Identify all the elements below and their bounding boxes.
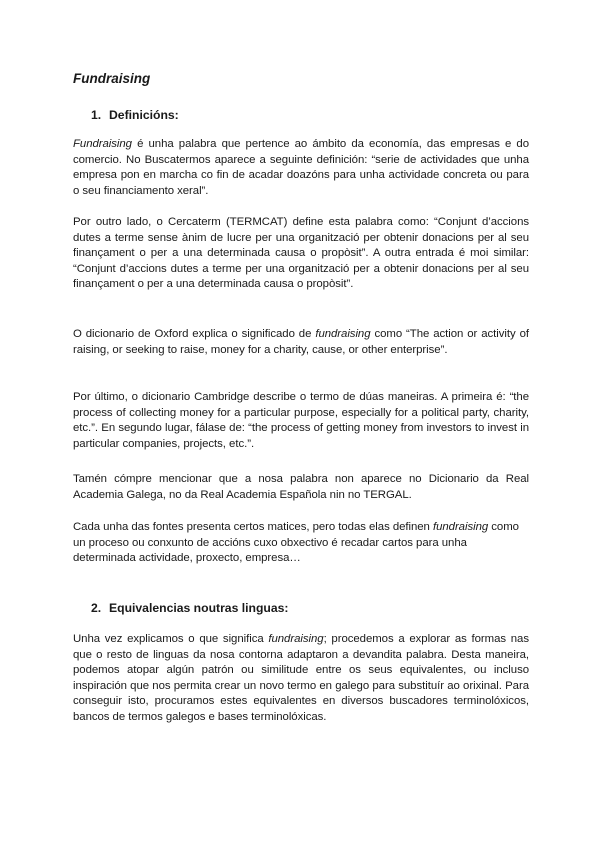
paragraph-cercaterm-definition: Por outro lado, o Cercaterm (TERMCAT) define esta palabra como: “Conjunt d’accions dutes a terme sense ànim de lucre per una organització per obtenir donacions per al seu finançament o per a una determinada causa o propòsit”. A outra entrada é moi similar: “Conjunt d’accions dutes a terme per una organització per a obtenir donacions per al seu finançament o per a una determinada causa o propòsit”.	[73, 216, 529, 291]
section-heading-definitions	[91, 107, 179, 123]
term-emphasis: fundraising	[315, 328, 371, 340]
paragraph-absent-dictionaries: Tamén cómpre mencionar que a nosa palabra non aparece no Dicionario da Real Academia Galega, no da Real Academia Española nin no TERGAL.	[73, 473, 529, 501]
term-emphasis: fundraising	[268, 633, 324, 645]
paragraph-definitions-summary	[73, 520, 529, 567]
paragraph-text: ; procedemos a explorar as formas nas que o resto de linguas da nosa contorna adaptaron a devandita palabra. Desta maneira, podemos atopar algún patrón ou similitude entre os seus equivalentes, ou incluso inspiración que nos permita crear un novo termo en galego para substituír ao orixinal. Para conseguir isto, procuramos estes equivalentes en diversos buscadores terminolóxicos, bancos de termos galegos e bases terminolóxicas.	[73, 633, 529, 723]
paragraph-text: O dicionario de Oxford explica o significado de	[73, 328, 316, 340]
paragraph-cambridge-definition: Por último, o dicionario Cambridge describe o termo de dúas maneiras. A primeira é: “the process of collecting money for a particular purpose, especially for a political party, charity, etc.”. En segundo lugar, fálase de: “the process of getting money from investors to invest in particular companies, projects, etc.”.	[73, 391, 529, 450]
term-emphasis: fundraising	[432, 521, 489, 533]
paragraph-text: é unha palabra que pertence ao ámbito da economía, das empresas e do comercio. No Buscatermos aparece a seguinte definición: “serie de actividades que unha empresa pon en marcha co fin de acadar doazóns para unha actividade concreta ou para o seu financiamento xeral”.	[73, 138, 529, 197]
paragraph-equivalences-intro	[73, 632, 529, 726]
section-heading-equivalences	[91, 600, 288, 616]
section-title: Equivalencias noutras linguas:	[109, 601, 289, 615]
paragraph-text: como “The action or activity of raising, or seeking to raise, money for a charity, cause, or other enterprise”.	[73, 328, 530, 356]
paragraph-oxford-definition	[73, 327, 529, 358]
section-title: Definicións:	[109, 108, 179, 122]
paragraph-text: Unha vez explicamos o que significa	[73, 633, 269, 645]
section-number: 1.	[91, 108, 102, 122]
document-title: Fundraising	[73, 71, 151, 86]
section-number: 2.	[91, 601, 102, 615]
paragraph-text: como un proceso ou conxunto de accións cuxo obxectivo é recadar cartos para unha determinada actividade, proxecto, empresa…	[73, 521, 519, 565]
paragraph-text: Cada unha das fontes presenta certos matices, pero todas elas definen	[73, 521, 433, 533]
term-emphasis: Fundraising	[73, 138, 132, 150]
paragraph-buscatermos-definition	[73, 137, 529, 199]
